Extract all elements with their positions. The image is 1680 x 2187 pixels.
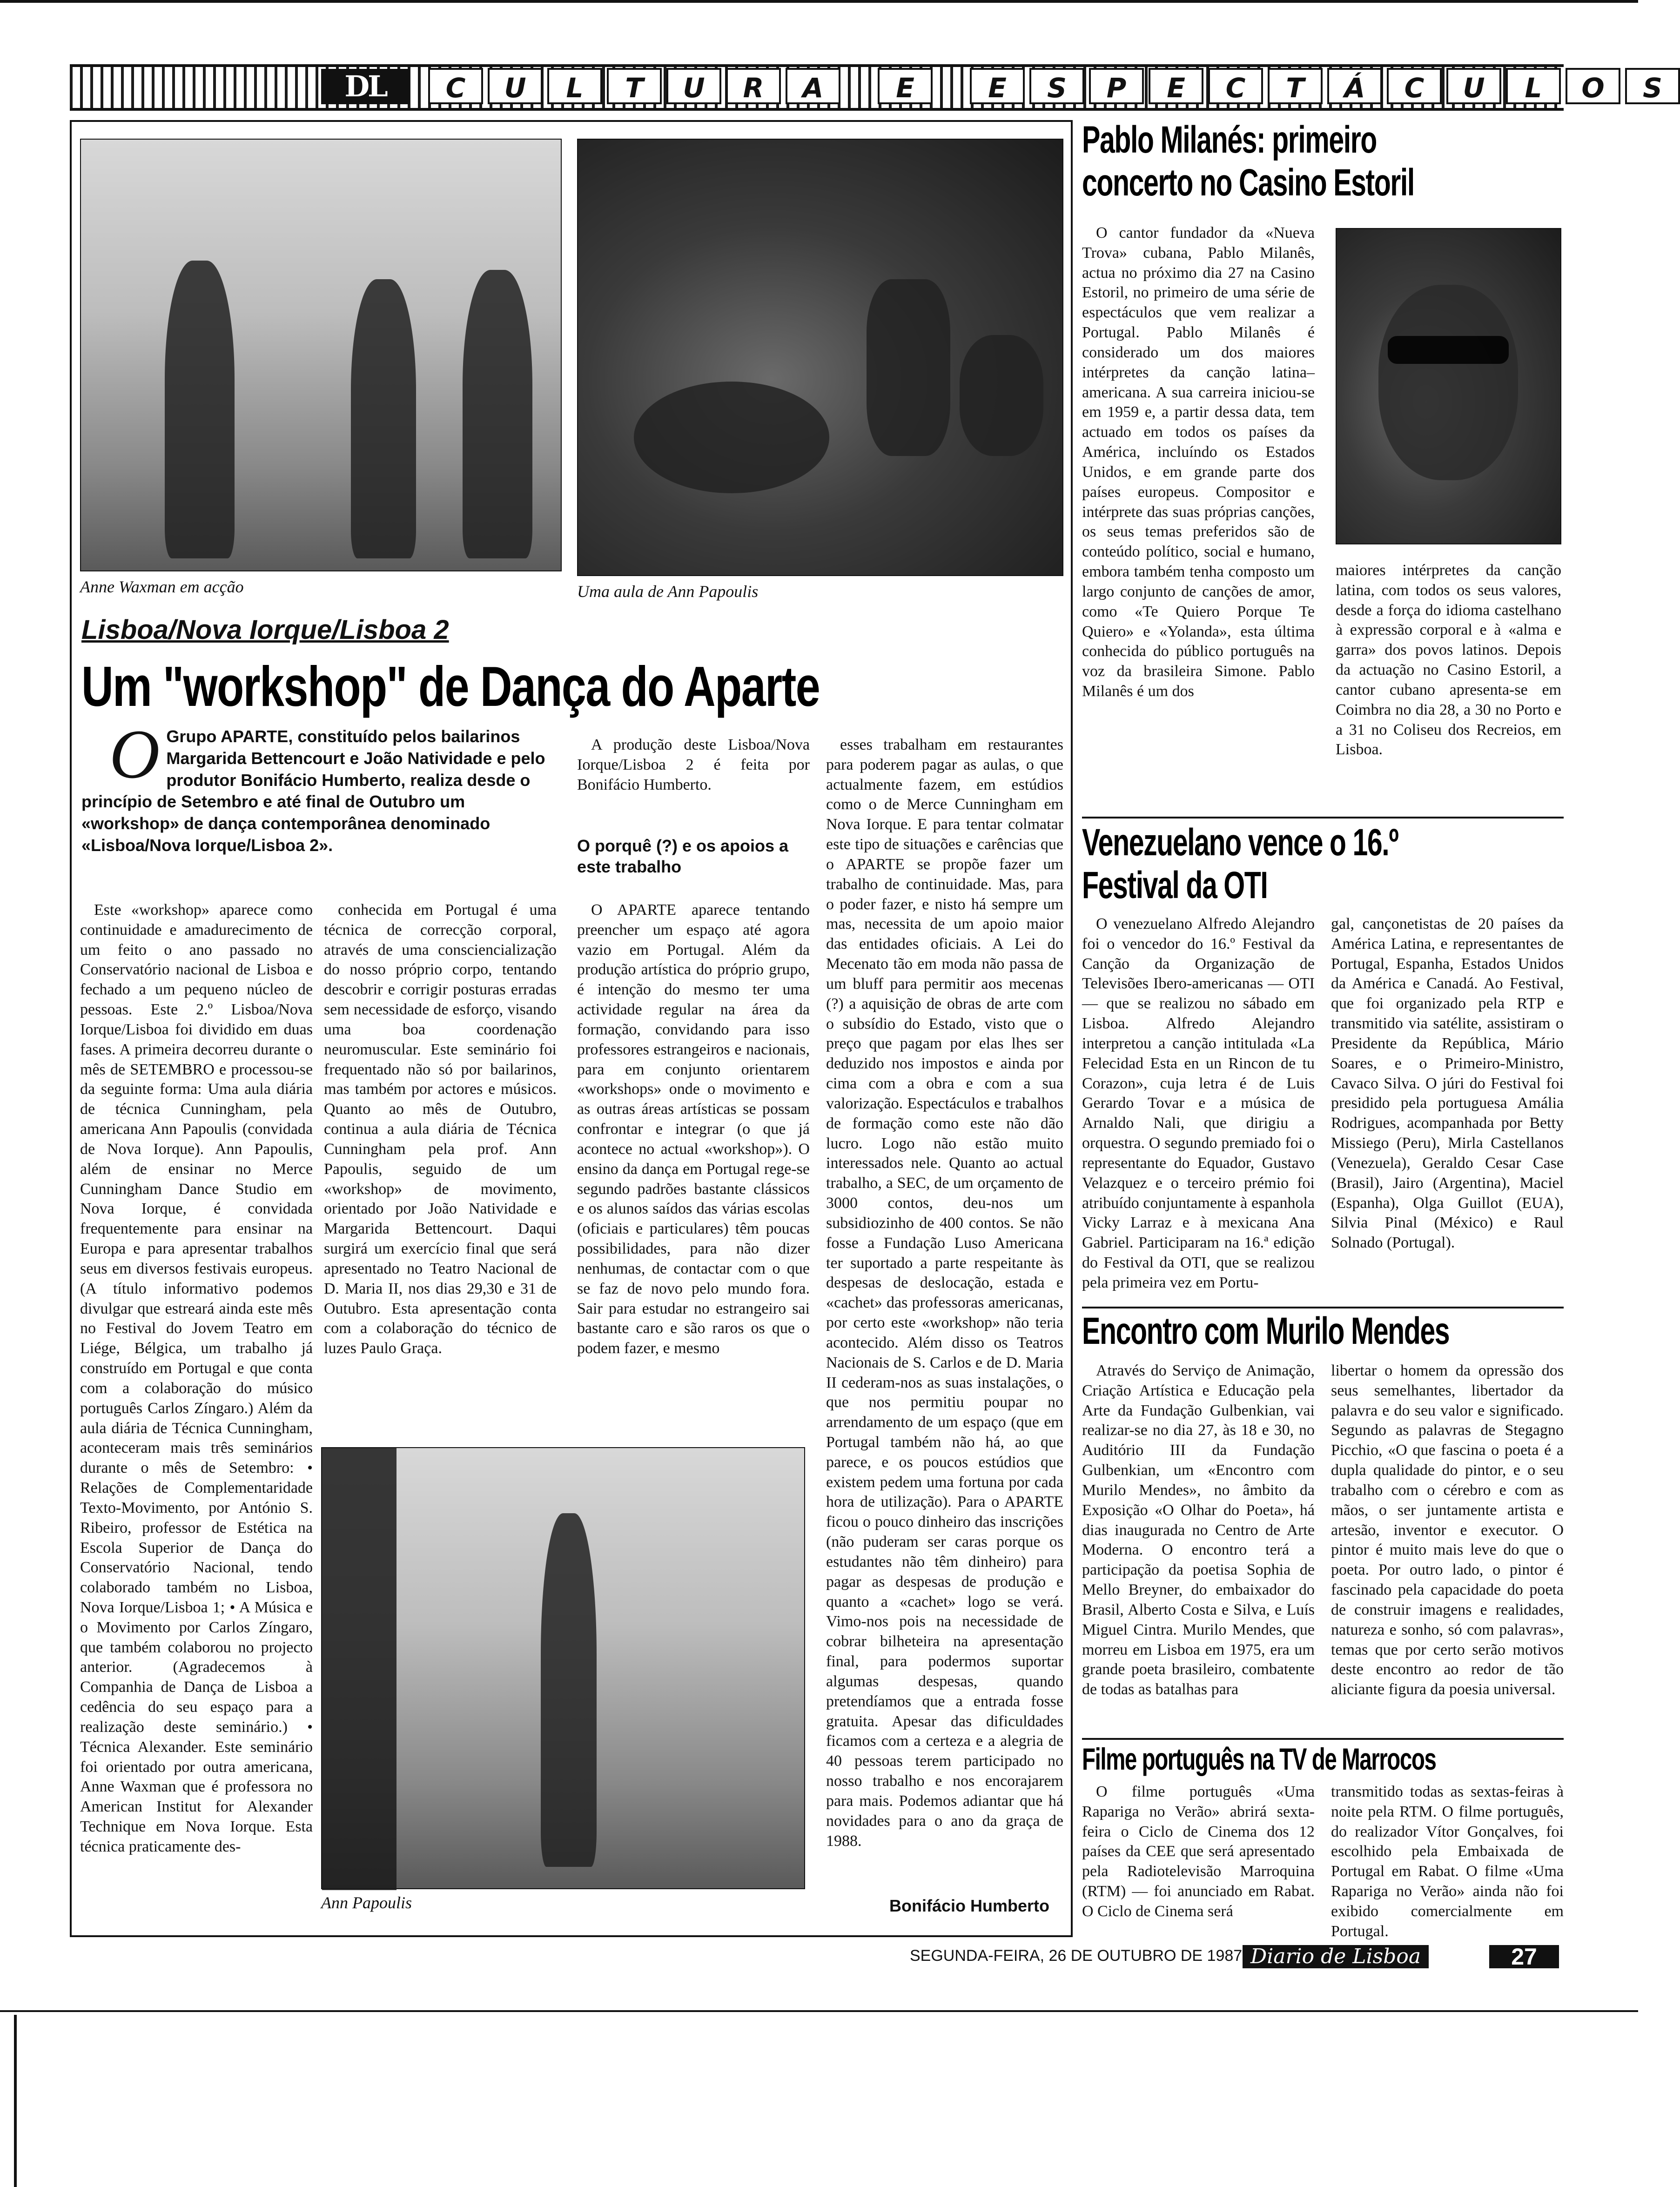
column-text: Através do Serviço de Animação, Criação Artística e Educação pela Arte da Fundação Gulbenkian, vai realizar-se no dia 27, às 18 e 30, no Auditório III da Fundação Gulbenkian, um «Encontro com Murilo Mendes», no âmbito da Exposição «O Olhar do Poeta», há dias inaugurada no Centro de Arte Moderna. O encontro terá a participação da poetisa Sophia de Mello Breyner, do embaixador do Brasil, Alberto Costa e Silva, e Luís Miguel Cintra. Murilo Mendes, que morreu em Lisboa em 1975, era um grande poeta brasileiro, combatente de todas as batalhas para <box>1082 1362 1315 1698</box>
divider <box>1082 1307 1564 1308</box>
column-text: maiores intérpretes da canção latina, com todos os seus valores, desde a força do idioma castelhano à expressão corporal e à «alma e garra» dos povos latinos. Depois da actuação no Casino Estoril, a cantor cubano apresenta-se em Coimbra no dia 28, a 30 no Porto e a 31 no Coliseu dos Recreios, em Lisboa. <box>1336 562 1561 758</box>
column-text: Este «workshop» aparece como continuidade e amadurecimento de um feito o ano passado no Conservatório nacional de Lisboa e fechado a um pequeno núcleo de pessoas. Este 2.º Lisboa/Nova Iorque/Lisboa foi dividido em duas fases. A primeira decorreu durante o mês de SETEMBRO e processou-se da seguinte forma: Uma aula diária de técnica Cunningham, pela americana Ann Papoulis (convidada de Nova Iorque). Ann Papoulis, além de ensinar no Merce Cunningham Dance Studio em Nova Iorque, é convidada frequentemente para ensinar na Europa e para apresentar trabalhos seus em diversos festivais europeus. (A título informativo podemos divulgar que estreará ainda este mês no Festival do Jovem Teatro em Liége, Bélgica, um trabalho já construído em Portugal e que conta com a colaboração do músico português Carlos Zíngaro.) Além da aula diária de Técnica Cunningham, aconteceram mais três seminários durante o mês de Setembro: • Relações de Complementaridade Texto-Movimento, por António S. Ribeiro, professor de Estética na Escola Superior de Dança do Conservatório Nacional, tendo colaborado também no Lisboa, Nova Iorque/Lisboa 1; • A Música e o Movimento por Carlos Zíngaro, que também colaborou no projecto anterior. (Agradecemos à Companhia de Dança de Lisboa a cedência do seu espaço para a realização deste seminário.) • Técnica Alexander. Este seminário foi orientado por outra americana, Anne Waxman que é professora no American Institut for Alexander Technique em Nova Iorque. Esta técnica praticamente des- <box>80 901 313 1855</box>
section-title-letter: E <box>1149 68 1203 104</box>
section-title-letter: C <box>1387 68 1442 104</box>
oti-column-1 <box>1082 914 1315 1291</box>
article-column-4 <box>826 735 1063 1850</box>
milanes-column-2 <box>1336 561 1561 812</box>
column-text: O filme português «Uma Rapariga no Verão» abrirá sexta-feira o Ciclo de Cinema dos 12 países da CEE que será apresentado pela Radiotelevisão Marroquina (RTM) — foi anunciado em Rabat. O Ciclo de Cinema será <box>1082 1783 1315 1920</box>
article-column-3-intro <box>577 735 810 795</box>
column-text: O APARTE aparece tentando preencher um espaço até agora vazio em Portugal. Além da produção artística do próprio grupo, é intenção do mesmo ter uma actividade regular na área da formação, convidando para isso professores estrangeiros e nacionais, para em conjunto orientarem «workshops» onde o movimento e as outras áreas artísticas se possam confrontar e integrar (o que já acontece no actual «workshop»). O ensino da dança em Portugal rege-se segundo padrões bastante clássicos e os alunos saídos das várias escolas (oficiais e particulares) têm poucas possibilidades, para não dizer nenhumas, de contactar com o que se faz de novo pelo mundo fora. Sair para estudar no estrangeiro sai bastante caro e são raros os que o podem fazer, e mesmo <box>577 901 810 1357</box>
left-edge <box>14 2015 17 2187</box>
footer-masthead: Diario de Lisboa <box>1243 1945 1429 1968</box>
divider <box>1082 817 1564 818</box>
murilo-column-1 <box>1082 1361 1315 1733</box>
top-edge <box>0 0 1638 3</box>
oti-column-2 <box>1331 914 1564 1268</box>
article-subheading: O porquê (?) e os apoios a este trabalho <box>577 836 789 876</box>
section-title-letter: C <box>1208 68 1263 104</box>
section-title-letter: U <box>666 68 721 104</box>
column-text: gal, cançonetistas de 20 países da América Latina, e representantes de Portugal, Espanha, Estados Unidos da América e Canadá. Ao Festival, que foi organizado pela RTP e transmitido via satélite, assistiram o Presidente da República, Mário Soares, e o Primeiro-Ministro, Cavaco Silva. O júri do Festival foi presidido pela portuguesa Amália Rodrigues, acompanhada por Betty Missiego (Peru), Mirla Castellanos (Venezuela), Geraldo Cesar Case (Brasil), Jairo (Argentina), Maciel (Espanha), Olga Guillot (EUA), Silvia Pinal (México) e Raul Solnado (Portugal). <box>1331 915 1564 1252</box>
section-title-letter: O <box>1566 68 1620 104</box>
article-column-1 <box>80 900 313 1915</box>
oti-headline: Venezuelano vence o 16.º Festival da OTI <box>1082 821 1398 906</box>
column-text: O cantor fundador da «Nueva Trova» cubana, Pablo Milanês, actua no próximo dia 27 na Casino Estoril, no primeiro de uma série de espectáculos que vem realizar a Portugal. Pablo Milanês é considerado um dos maiores intérpretes da canção latina–americana. A sua carreira iniciou-se em 1959 e, a partir dessa data, tem actuado em todos os países da América, incluíndo os Estados Unidos, e em grande parte dos países europeus. Compositor e intérprete das suas próprias canções, os seus temas preferidos são de conteúdo político, social e humano, embora também tenha composto um largo conjunto de canções de amor, como «Te Quiero Porque Te Quiero» e «Yolanda», esta última conhecida do público português na voz da brasileira Simone. Pablo Milanês é um dos <box>1082 224 1315 700</box>
marrocos-column-1 <box>1082 1782 1315 1936</box>
column-text: esses trabalham em restaurantes para poderem pagar as aulas, o que actualmente fazem, em estúdios como o de Merce Cunningham em Nova Iorque. E para tentar colmatar este tipo de situações e carências que o APARTE se propõe fazer um trabalho de continuidade. Mas, para o poder fazer, e nisto há sempre um mas, necessita de um apoio maior das entidades oficiais. A Lei do Mecenato tão em moda não passa de um bluff para permitir aos mecenas (?) a aquisição de obras de arte com o subsídio do Estado, visto que o preço que pagam por elas lhes ser deduzido nos impostos e ainda por cima com a obra e com a sua valorização. Espectáculos e trabalhos de formação como este não dão lucro. Logo não estão muito interessados nele. Quanto ao actual trabalho, a SEC, de um orçamento de 3000 contos, deu-nos um subsidiozinho de 400 contos. Se não fosse a Fundação Luso Americana ter suportado a parte respeitante às despesas de deslocação, estada e «cachet» das professoras americanas, por certo este «workshop» não teria acontecido. Além disso os Teatros Nacionais de S. Carlos e de D. Maria II cederam-nos as suas instalações, o que nos permitiu poupar no arrendamento de um espaço (que em Portugal também não há, ao que parece, e os poucos estúdios que existem pedem uma fortuna por cada hora de utilização). Para o APARTE ficou o pouco dinheiro das inscrições (não puderam ser caras porque os estudantes não têm dinheiro) para pagar as despesas de produção e quanto a «cachet» logo se verá. Vimo-nos pois na necessidade de cobrar bilheteira na apresentação final, para podermos suportar algumas despesas, quando pretendíamos que a entrada fosse gratuita. Apesar das dificuldades ficamos com a certeza e a alegria de 40 pessoas terem participado no nosso trabalho e nos encorajarem para mais. Podemos adiantar que há novidades para o ano da graça de 1988. <box>826 736 1063 1850</box>
photo-aula-ann-papoulis <box>577 139 1063 576</box>
section-title-letter: R <box>726 68 781 104</box>
lede-text: Grupo APARTE, constituído pelos bailarinos Margarida Bettencourt e João Natividade e pelo produtor Bonifácio Humberto, realiza desde o princípio de Setembro e até final de Outubro um «workshop» de dança contemporânea denominado «Lisboa/Nova Iorque/Lisboa 2». <box>81 727 545 855</box>
article-column-3 <box>577 900 810 1412</box>
photo-caption: Anne Waxman em acção <box>80 577 244 596</box>
marrocos-headline: Filme português na TV de Marrocos <box>1082 1742 1436 1776</box>
photo-anne-waxman <box>80 139 562 571</box>
section-title-letter: L <box>547 68 602 104</box>
section-title-letter: T <box>1268 68 1323 104</box>
article-kicker: Lisboa/Nova Iorque/Lisboa 2 <box>81 615 449 645</box>
marrocos-column-2 <box>1331 1782 1564 1940</box>
page-number: 27 <box>1489 1945 1559 1968</box>
section-title-letter: U <box>488 68 543 104</box>
section-title-letter: A <box>786 68 840 104</box>
section-title-gap <box>845 68 873 104</box>
section-title-letter: U <box>1446 68 1501 104</box>
footer-date: SEGUNDA-FEIRA, 26 DE OUTUBRO DE 1987 <box>910 1947 1243 1965</box>
article-lede <box>81 716 565 857</box>
milanes-column-1 <box>1082 223 1315 810</box>
column-text: conhecida em Portugal é uma técnica de correcção corporal, através de uma consciencialização do nosso próprio corpo, tentando descobrir e corrigir posturas erradas sem necessidade de esforço, visando uma boa coordenação neuromuscular. Este seminário foi frequentado não só por bailarinos, mas também por actores e músicos. Quanto ao mês de Outubro, continua a aula diária de Técnica Cunningham pela prof. Ann Papoulis, seguido de um «workshop» de movimento, orientado por João Natividade e Margarida Bettencourt. Daqui surgirá um exercício final que será apresentado no Teatro Nacional de D. Maria II, nos dias 29,30 e 31 de Outubro. Esta apresentação conta com a colaboração do técnico de luzes Paulo Graça. <box>324 901 557 1357</box>
divider <box>1082 1738 1564 1740</box>
milanes-headline: Pablo Milanés: primeiro concerto no Casino Estoril <box>1082 119 1414 204</box>
section-title-gap <box>937 68 965 104</box>
column-text: O venezuelano Alfredo Alejandro foi o vencedor do 16.º Festival da Canção da Organização de Televisões Ibero-americanas — OTI — que se realizou no sábado em Lisboa. Alfredo Alejandro interpretou a canção intitulada «La Felecidad Esta en un Rincon de tu Corazon», cuja letra é de Luis Gerardo Tovar e a música de Arnaldo Nali, que dirigiu a orquestra. O segundo premiado foi o representante do Equador, Gustavo Velazquez e o terceiro prémio foi atribuído conjuntamente à espanhola Vicky Larraz e à mexicana Ana Gabriel. Participaram na 16.ª edição do Festival da OTI, que se realizou pela primeira vez em Portu- <box>1082 915 1315 1291</box>
section-title-letter: L <box>1506 68 1561 104</box>
murilo-headline: Encontro com Murilo Mendes <box>1082 1310 1450 1352</box>
murilo-column-2 <box>1331 1361 1564 1733</box>
section-title-letter: S <box>1029 68 1084 104</box>
section-banner <box>70 64 1662 111</box>
section-title-letter: C <box>428 68 483 104</box>
section-title <box>428 68 1680 104</box>
photo-caption: Ann Papoulis <box>321 1893 412 1912</box>
bottom-edge <box>0 2010 1638 2012</box>
column-text: libertar o homem da opressão dos seus semelhantes, libertador da palavra e do seu valor e significado. Segundo as palavras de Stegagno Picchio, «O que fascina o poeta é a dupla qualidade do pintor, e o seu trabalho com o cérebro e com as mãos, o ser juntamente artista e artesão, inventor e executor. O pintor é muito mais leve do que o poeta. Por outro lado, o pintor é fascinado pela capacidade do poeta de construir imagens e realidades, natureza e sonho, só com palavras», temas que por certo serão motivos deste encontro ao redor de tão aliciante figura da poesia universal. <box>1331 1362 1564 1698</box>
photo-ann-papoulis <box>321 1447 805 1889</box>
photo-caption: Uma aula de Ann Papoulis <box>577 582 759 601</box>
section-title-letter: E <box>970 68 1025 104</box>
section-title-letter: E <box>878 68 933 104</box>
section-title-letter: Á <box>1327 68 1382 104</box>
column-text: transmitido todas as sextas-feiras à noite pela RTM. O filme português, do realizador Vítor Gonçalves, foi escolhido pela Embaixada de Portugal em Rabat. O filme «Uma Rapariga no Verão» ainda não foi exibido comercialmente em Portugal. <box>1331 1783 1564 1940</box>
section-title-letter: S <box>1625 68 1680 104</box>
section-logo: DL <box>321 69 410 104</box>
section-title-letter: T <box>607 68 662 104</box>
photo-pablo-milanes <box>1336 228 1561 544</box>
article-headline: Um "workshop" de Dança do Aparte <box>81 655 820 718</box>
article-column-2 <box>324 900 557 1394</box>
drop-cap: O <box>109 716 160 793</box>
article-signature: Bonifácio Humberto <box>889 1896 1049 1915</box>
column-text: A produção deste Lisboa/Nova Iorque/Lisboa 2 é feita por Bonifácio Humberto. <box>577 736 810 793</box>
section-title-letter: P <box>1089 68 1144 104</box>
